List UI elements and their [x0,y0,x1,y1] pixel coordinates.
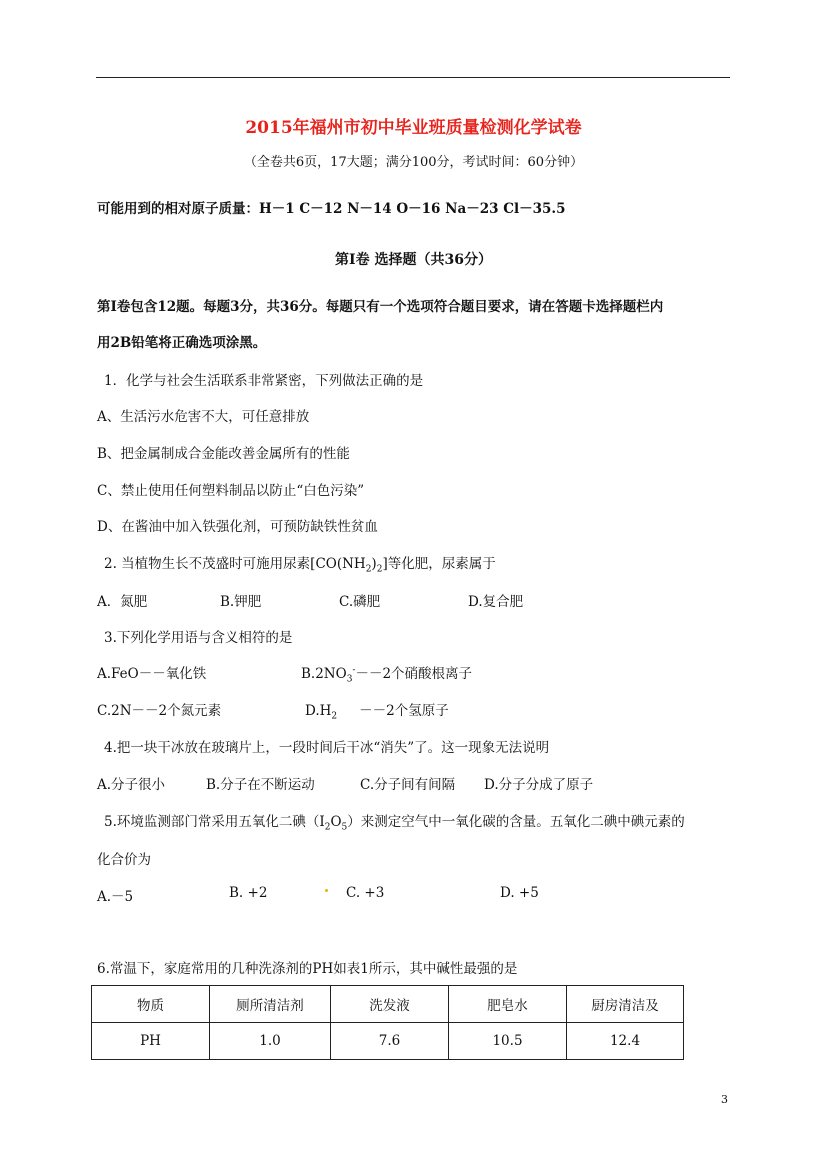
q3-stem: 3.下列化学用语与含义相符的是 [104,630,293,646]
q4-stem: 4.把一块干冰放在玻璃片上，一段时间后干冰“消失”了。这一现象无法说明 [104,740,550,756]
q2-stem-pre: 2. 当植物生长不茂盛时可施用尿素[CO(NH [104,556,366,572]
q4-option-b: B.分子在不断运动 [206,777,315,793]
table-header-cell: 洗发液 [331,986,449,1023]
exam-title: 2015年福州市初中毕业班质量检测化学试卷 [245,118,582,138]
q5-stem-post: ）来测定空气中一氧化碳的含量。五氧化二碘中碘元素的 [347,814,685,830]
q3-option-d [305,699,449,722]
q3-option-d-pre: D.H [305,703,332,719]
q3-option-c: C.2N－－2个氮元素 [97,703,222,719]
table-cell: 12.4 [567,1023,684,1060]
q3-option-d-post: －－2个氢原子 [359,703,449,719]
section-heading: 第Ⅰ卷 选择题（共36分） [335,252,492,268]
q2-option-a: A．氮肥 [97,594,148,610]
q2-option-b: B.钾肥 [220,594,262,610]
q5-stem [104,810,685,833]
q2-stem-sub2: 2 [376,564,383,575]
table-header-cell: 肥皂水 [449,986,567,1023]
q2-option-d: D.复合肥 [468,594,524,610]
q4-option-c: C.分子间有间隔 [360,777,456,793]
q1-option-b: B、把金属制成合金能改善金属所有的性能 [97,446,350,462]
table-cell: 1.0 [210,1023,331,1060]
q1-stem: 1．化学与社会生活联系非常紧密，下列做法正确的是 [104,373,424,389]
header-rule [96,77,730,78]
q3-option-b-post: －－2个硝酸根离子 [355,666,473,682]
q5-stem-line-2: 化合价为 [97,852,151,868]
q4-option-a: A.分子很小 [97,777,166,793]
q3-option-b [301,662,472,685]
q1-option-c: C、禁止使用任何塑料制品以防止“白色污染” [97,483,365,499]
q5-stem-mid: O [330,814,342,830]
q2-stem [104,552,496,575]
q1-option-a: A、生活污水危害不大，可任意排放 [97,409,310,425]
q2-option-c: C.磷肥 [339,594,381,610]
table-header-row [92,986,684,1023]
table-header-cell: 厨房清洁及 [567,986,684,1023]
table-row [92,1023,684,1060]
q5-option-d: D. +5 [500,885,539,901]
q3-option-b-pre: B.2NO [301,666,347,682]
q5-stem-pre: 5.环境监测部门常采用五氧化二碘（I [104,814,325,830]
q5-stem-sub2: 5 [341,822,348,833]
q6-stem: 6.常温下，家庭常用的几种洗涤剂的PH如表1所示，其中碱性最强的是 [97,961,518,977]
q5-option-c: C. +3 [346,885,385,901]
q5-option-a: A.－5 [97,889,134,905]
q5-stem-sub1: 2 [324,822,331,833]
ph-table [91,985,684,1060]
q4-option-d: D.分子分成了原子 [484,777,594,793]
atomic-masses: 可能用到的相对原子质量：H－1 C－12 N－14 O－16 Na－23 Cl－35.5 [97,201,566,217]
q3-option-b-sup: - [352,665,356,676]
q2-stem-sub: 2 [365,564,372,575]
q1-option-d: D、在酱油中加入铁强化剂，可预防缺铁性贫血 [97,519,378,535]
q3-option-d-sub: 2 [331,711,338,722]
table-cell: 10.5 [449,1023,567,1060]
q5-option-b: B. +2 [229,885,268,901]
instructions-line-1: 第Ⅰ卷包含12题。每题3分，共36分。每题只有一个选项符合题目要求，请在答题卡选择题栏内 [97,299,664,315]
q3-option-b-sub: 3 [346,674,353,685]
q2-stem-post: ) [371,556,377,572]
table-cell: PH [92,1023,210,1060]
page-number: 3 [721,1093,728,1106]
q2-stem-end: ]等化肥，尿素属于 [382,556,496,572]
q3-option-a: A.FeO－－氧化铁 [97,666,207,682]
decorative-dot [325,889,328,892]
table-header-cell: 厕所清洁剂 [210,986,331,1023]
table-cell: 7.6 [331,1023,449,1060]
instructions-line-2: 用2B铅笔将正确选项涂黑。 [97,335,267,351]
table-header-cell: 物质 [92,986,210,1023]
exam-subtitle: （全卷共6页，17大题；满分100分，考试时间：60分钟） [243,155,584,170]
